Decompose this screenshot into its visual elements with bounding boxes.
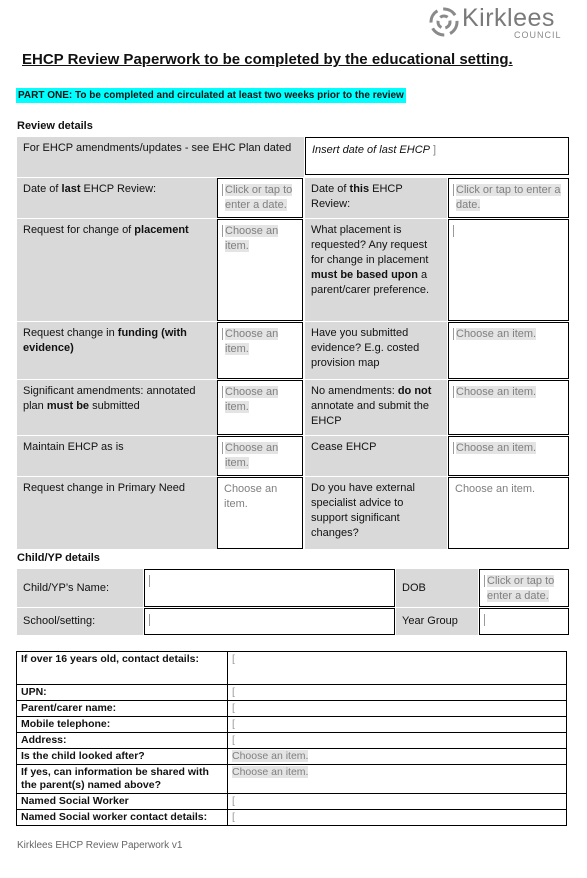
placement-question: What placement is requested? Any request for change in placement must be based upon a parent/carer preference. [305,219,447,321]
table-row: Parent/carer name: [ [17,701,567,717]
table-row: Mobile telephone: [ [17,717,567,733]
evidence-question: Have you submitted evidence? E.g. costed provision map [305,322,447,379]
contact-value[interactable]: [ [228,652,567,685]
significant-amendments-select[interactable]: Choose an item. [217,380,303,435]
significant-amendments-label: Significant amendments: annotated plan must be submitted [17,380,217,435]
school-field[interactable] [144,608,395,635]
logo-name: Kirklees [462,4,555,32]
funding-label: Request change in funding (with evidence) [17,322,217,379]
funding-select[interactable]: Choose an item. [217,322,303,379]
placement-select[interactable]: Choose an item. [217,219,303,321]
amendments-label: For EHCP amendments/updates - see EHC Plan dated [17,137,304,177]
cease-select[interactable]: Choose an item. [448,436,569,476]
placement-requested-field[interactable] [448,219,569,321]
part-one-banner: PART ONE: To be completed and circulated at least two weeks prior to the review [18,90,404,101]
social-worker-value[interactable]: [ [228,794,567,810]
kirklees-logo [428,4,574,42]
share-info-select[interactable]: Choose an item. [228,765,567,794]
last-review-label: Date of last EHCP Review: [17,178,217,218]
maintain-select[interactable]: Choose an item. [217,436,303,476]
page-title: EHCP Review Paperwork to be completed by the educational setting. [22,51,513,68]
evidence-select[interactable]: Choose an item. [448,322,569,379]
table-row: Is the child looked after? Choose an item. [17,749,567,765]
table-row: Named Social worker contact details: [ [17,810,567,826]
this-review-date-picker[interactable]: Click or tap to enter a date. [448,178,569,218]
dob-date-picker[interactable]: Click or tap to enter a date. [479,569,569,607]
footer: Kirklees EHCP Review Paperwork v1 [17,840,183,851]
review-details-heading: Review details [17,120,93,132]
last-ehcp-date-value: Insert date of last EHCP [312,144,430,156]
no-amendments-label: No amendments: do not annotate and submit the EHCP [305,380,447,435]
table-row: If over 16 years old, contact details: [ [17,652,567,685]
no-amendments-select[interactable]: Choose an item. [448,380,569,435]
contact-details-table [16,651,567,826]
external-advice-select[interactable]: Choose an item. [448,477,569,549]
maintain-label: Maintain EHCP as is [17,436,217,476]
parent-name-value[interactable]: [ [228,701,567,717]
child-name-field[interactable] [144,569,395,607]
cease-label: Cease EHCP [305,436,447,476]
logo-sub: COUNCIL [514,30,562,40]
last-ehcp-date-field[interactable]: Insert date of last EHCP ] [305,137,569,175]
school-label: School/setting: [17,608,143,635]
external-advice-question: Do you have external specialist advice to support significant changes? [305,477,447,549]
primary-need-select[interactable]: Choose an item. [217,477,303,549]
social-worker-contact-value[interactable]: [ [228,810,567,826]
swirl-icon [428,6,460,38]
year-group-label: Year Group [396,608,478,635]
table-row: Named Social Worker [ [17,794,567,810]
table-row: Address: [ [17,733,567,749]
child-details-heading: Child/YP details [17,552,100,564]
primary-need-label: Request change in Primary Need [17,477,217,549]
mobile-value[interactable]: [ [228,717,567,733]
table-row: If yes, can information be shared with the parent(s) named above? Choose an item. [17,765,567,794]
address-value[interactable]: [ [228,733,567,749]
this-review-label: Date of this EHCP Review: [305,178,447,218]
dob-label: DOB [396,569,478,607]
table-row: UPN: [ [17,685,567,701]
year-group-field[interactable] [479,608,569,635]
upn-value[interactable]: [ [228,685,567,701]
last-review-date-picker[interactable]: Click or tap to enter a date. [217,178,303,218]
placement-label: Request for change of placement [17,219,217,321]
looked-after-select[interactable]: Choose an item. [228,749,567,765]
child-name-label: Child/YP’s Name: [17,569,143,607]
